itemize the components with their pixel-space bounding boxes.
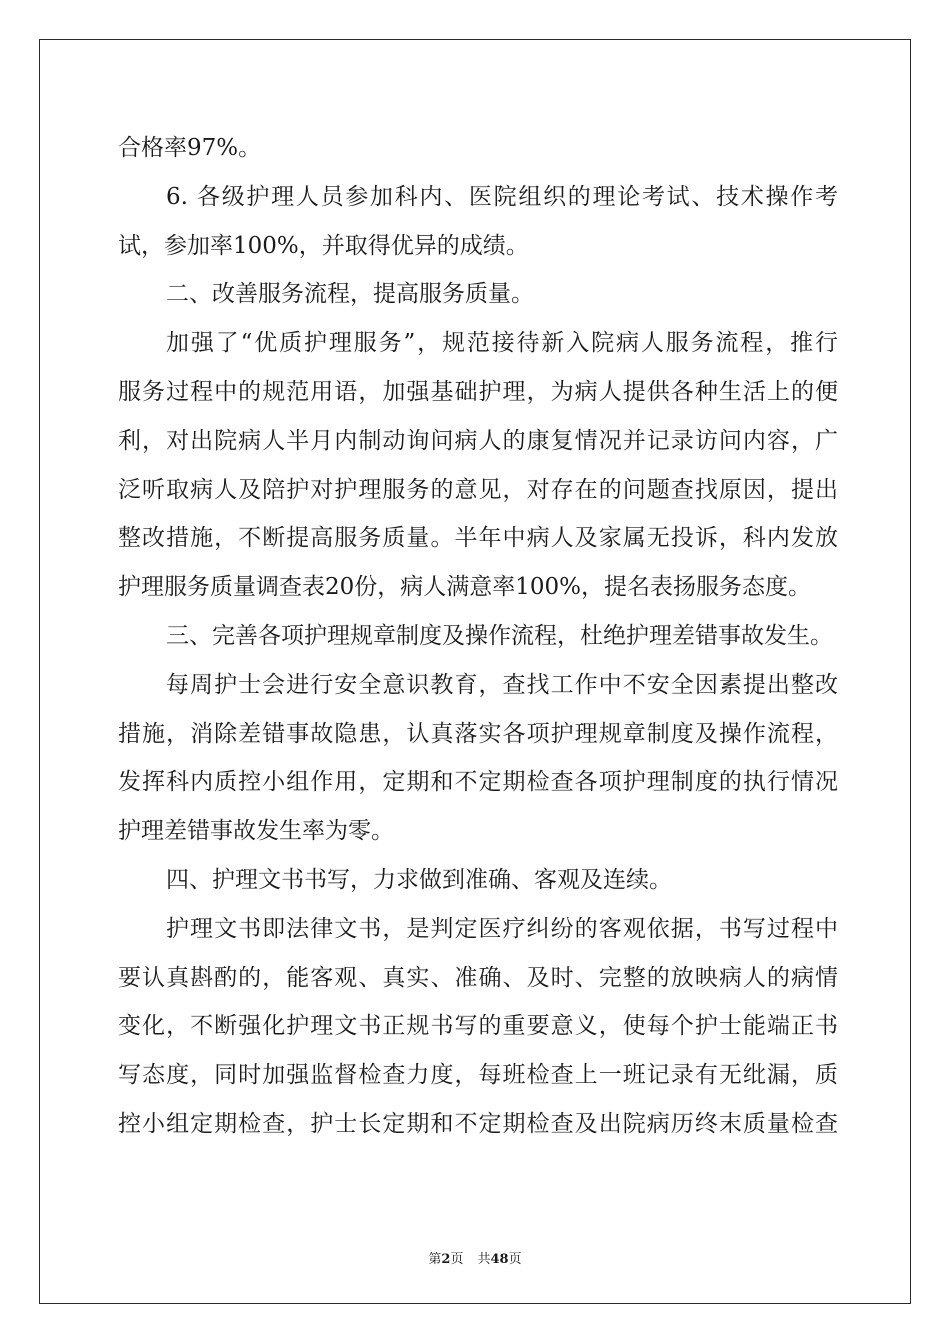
text-line: 措施，消除差错事故隐患，认真落实各项护理规章制度及操作流程， (118, 720, 838, 747)
text-line: 整改措施，不断提高服务质量。半年中病人及家属无投诉，科内发放 (118, 525, 838, 552)
text-line: 发挥科内质控小组作用，定期和不定期检查各项护理制度的执行情况 (118, 769, 838, 796)
text-line: 利，对出院病人半月内制动询问病人的康复情况并记录访问内容，广 (118, 427, 838, 454)
text-line: 试，参加率100%，并取得优异的成绩。 (118, 232, 529, 259)
text-line: 要认真斟酌的，能客观、真实、准确、及时、完整的放映病人的病情 (118, 964, 838, 991)
page-number: 第2页 (428, 1252, 464, 1267)
document-body (118, 124, 838, 1149)
text-line: 写态度，同时加强监督检查力度，每班检查上一班记录有无纰漏，质 (118, 1062, 838, 1089)
text-line: 加强了“优质护理服务”，规范接待新入院病人服务流程，推行 (166, 330, 838, 357)
section-heading: 三、完善各项护理规章制度及操作流程，杜绝护理差错事故发生。 (166, 622, 833, 649)
page-footer (0, 1248, 950, 1267)
text-line: 6. 各级护理人员参加科内、医院组织的理论考试、技术操作考 (166, 183, 838, 210)
section-heading: 四、护理文书书写，力求做到准确、客观及连续。 (166, 866, 672, 893)
text-line: 护理差错事故发生率为零。 (118, 818, 394, 845)
text-line: 控小组定期检查，护士长定期和不定期检查及出院病历终末质量检查 (118, 1110, 838, 1137)
text-line: 合格率97%。 (118, 135, 262, 161)
page-total: 共48页 (477, 1252, 522, 1267)
text-line: 每周护士会进行安全意识教育，查找工作中不安全因素提出整改 (166, 671, 838, 698)
text-line: 护理服务质量调查表20份，病人满意率100%，提名表扬服务态度。 (118, 574, 812, 601)
text-line: 服务过程中的规范用语，加强基础护理，为病人提供各种生活上的便 (118, 378, 838, 405)
section-heading: 二、改善服务流程，提高服务质量。 (166, 281, 534, 308)
text-line: 护理文书即法律文书，是判定医疗纠纷的客观依据，书写过程中 (166, 915, 838, 942)
text-line: 变化，不断强化护理文书正规书写的重要意义，使每个护士能端正书 (118, 1013, 838, 1040)
text-line: 泛听取病人及陪护对护理服务的意见，对存在的问题查找原因，提出 (118, 476, 838, 503)
